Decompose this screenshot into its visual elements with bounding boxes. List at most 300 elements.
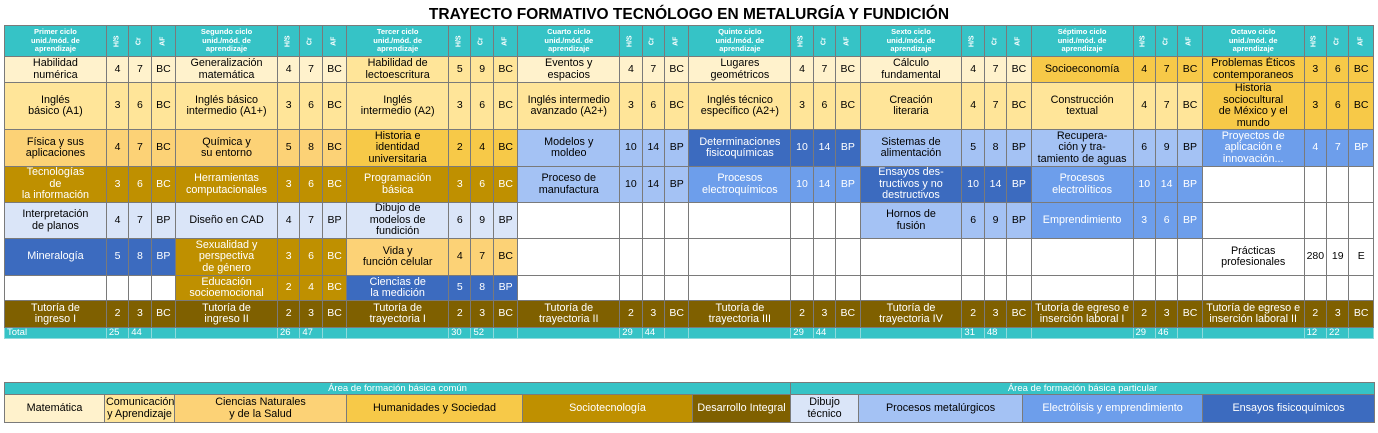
total-spacer (1202, 328, 1304, 339)
subject-cr (1327, 276, 1349, 301)
subject-af: BC (1349, 57, 1374, 83)
column-header-hs (106, 26, 128, 57)
subject-hs: 4 (962, 83, 984, 130)
subject-hs (620, 239, 642, 276)
subject-af (151, 276, 175, 301)
subject-cr: 7 (813, 57, 835, 83)
subject-name: Tutoría de ingreso II (176, 301, 278, 328)
column-header-label: H/S (797, 35, 805, 47)
subject-name: Historia e identidad universitaria (347, 130, 449, 167)
subject-cr: 3 (642, 301, 664, 328)
subject-af: BC (1007, 57, 1031, 83)
subject-cr: 6 (813, 83, 835, 130)
cycle-header: Tercer ciclo unid./mód. de aprendizaje (347, 26, 449, 57)
subject-name (860, 239, 962, 276)
subject-name: Sexualidad y perspectiva de género (176, 239, 278, 276)
total-spacer (176, 328, 278, 339)
total-af (493, 328, 517, 339)
cycle-header: Segundo ciclo unid./mód. de aprendizaje (176, 26, 278, 57)
total-af (1178, 328, 1202, 339)
subject-hs: 10 (620, 130, 642, 167)
subject-hs: 3 (106, 167, 128, 203)
legend-item: Ciencias Naturales y de la Salud (175, 395, 347, 423)
subject-name: Problemas Éticos contemporaneos (1202, 57, 1304, 83)
subject-cr (1155, 276, 1177, 301)
subject-name (1202, 203, 1304, 239)
subject-cr: 6 (129, 83, 151, 130)
total-spacer (689, 328, 791, 339)
column-header-label: AF (1356, 36, 1364, 46)
subject-af: BC (151, 301, 175, 328)
cycle-header: Octavo ciclo unid./mód. de aprendizaje (1202, 26, 1304, 57)
total-hs: 25 (106, 328, 128, 339)
column-header-label: AF (1014, 36, 1022, 46)
subject-cr: 3 (129, 301, 151, 328)
total-cr: 48 (984, 328, 1006, 339)
subject-af (1178, 239, 1202, 276)
subject-name: Procesos electrolíticos (1031, 167, 1133, 203)
legend-item: Electrólisis y emprendimiento (1023, 395, 1203, 423)
subject-cr: 8 (984, 130, 1006, 167)
column-header-af (1178, 26, 1202, 57)
subject-name: Tutoría de trayectoria I (347, 301, 449, 328)
column-header-af (836, 26, 860, 57)
subject-af: BP (1007, 203, 1031, 239)
subject-hs: 6 (449, 203, 471, 239)
curriculum-table (4, 25, 1374, 339)
subject-hs: 4 (791, 57, 813, 83)
subject-cr: 14 (984, 167, 1006, 203)
subject-row (5, 239, 1374, 276)
subject-af: BC (322, 301, 346, 328)
subject-hs: 4 (277, 57, 299, 83)
subject-name: Mineralogía (5, 239, 107, 276)
total-cr: 44 (129, 328, 151, 339)
subject-cr (813, 239, 835, 276)
subject-cr: 4 (300, 276, 322, 301)
subject-name (860, 276, 962, 301)
subject-af (1178, 276, 1202, 301)
subject-cr: 9 (471, 203, 493, 239)
column-header-label: AF (672, 36, 680, 46)
subject-name: Prácticas profesionales (1202, 239, 1304, 276)
subject-name: Tutoría de egreso e inserción laboral I (1031, 301, 1133, 328)
subject-hs: 4 (106, 203, 128, 239)
subject-af: BP (151, 239, 175, 276)
subject-af: BC (1007, 301, 1031, 328)
subject-hs: 4 (106, 57, 128, 83)
subject-name (1202, 167, 1304, 203)
subject-name: Socioeconomía (1031, 57, 1133, 83)
subject-af: BP (1007, 130, 1031, 167)
subject-hs: 3 (449, 167, 471, 203)
legend-particular-title: Área de formación básica particular (791, 383, 1375, 395)
column-header-cr (1155, 26, 1177, 57)
subject-row (5, 203, 1374, 239)
subject-cr: 14 (813, 167, 835, 203)
subject-af: BP (151, 203, 175, 239)
subject-name: Inglés básico intermedio (A1+) (176, 83, 278, 130)
subject-af: BC (151, 57, 175, 83)
subject-row (5, 276, 1374, 301)
subject-hs (620, 203, 642, 239)
total-af (151, 328, 175, 339)
column-header-label: H/S (284, 35, 292, 47)
subject-af: BP (665, 130, 689, 167)
total-af (1007, 328, 1031, 339)
subject-hs: 3 (1304, 83, 1326, 130)
subject-hs: 6 (962, 203, 984, 239)
subject-cr: 6 (300, 83, 322, 130)
subject-af: BC (836, 57, 860, 83)
subject-hs (106, 276, 128, 301)
subject-hs: 4 (1304, 130, 1326, 167)
subject-hs: 10 (620, 167, 642, 203)
total-label: Total (5, 328, 107, 339)
subject-hs: 2 (1304, 301, 1326, 328)
column-header-cr (471, 26, 493, 57)
subject-hs: 2 (449, 130, 471, 167)
subject-cr: 6 (471, 83, 493, 130)
subject-af: BC (493, 130, 517, 167)
subject-name: Recupera- ción y tra- tamiento de aguas (1031, 130, 1133, 167)
subject-name: Dibujo de modelos de fundición (347, 203, 449, 239)
subject-name: Construcción textual (1031, 83, 1133, 130)
column-header-cr (129, 26, 151, 57)
total-spacer (347, 328, 449, 339)
subject-hs: 2 (277, 276, 299, 301)
subject-cr: 7 (129, 57, 151, 83)
subject-hs: 10 (1133, 167, 1155, 203)
subject-af: BC (665, 83, 689, 130)
subject-cr: 14 (642, 167, 664, 203)
subject-name: Interpretación de planos (5, 203, 107, 239)
subject-af: BC (322, 239, 346, 276)
subject-af: BP (322, 203, 346, 239)
column-header-af (1349, 26, 1374, 57)
subject-hs: 5 (449, 57, 471, 83)
subject-cr: 3 (1155, 301, 1177, 328)
subject-cr: 8 (300, 130, 322, 167)
column-header-af (151, 26, 175, 57)
subject-af: BP (836, 167, 860, 203)
subject-cr: 3 (1327, 301, 1349, 328)
subject-hs: 10 (791, 130, 813, 167)
subject-cr: 4 (471, 130, 493, 167)
subject-name: Modelos y moldeo (518, 130, 620, 167)
subject-name: Ensayos des- tructivos y no destructivos (860, 167, 962, 203)
legend-items-row (5, 395, 1375, 423)
subject-cr: 7 (129, 130, 151, 167)
subject-cr: 7 (984, 57, 1006, 83)
subject-hs: 2 (277, 301, 299, 328)
subject-hs (962, 276, 984, 301)
legend-table (4, 382, 1375, 423)
cycle-header: Sexto ciclo unid./mód. de aprendizaje (860, 26, 962, 57)
subject-hs: 2 (962, 301, 984, 328)
subject-name (689, 203, 791, 239)
subject-cr: 3 (300, 301, 322, 328)
column-header-label: Cr (135, 37, 143, 45)
subject-af (836, 276, 860, 301)
subject-af: BP (493, 276, 517, 301)
subject-cr: 6 (300, 239, 322, 276)
subject-cr: 6 (300, 167, 322, 203)
column-header-label: AF (159, 36, 167, 46)
subject-hs: 3 (1304, 57, 1326, 83)
subject-name: Proyectos de aplicación e innovación... (1202, 130, 1304, 167)
total-af (836, 328, 860, 339)
subject-name: Herramientas computacionales (176, 167, 278, 203)
legend-item: Desarrollo Integral (693, 395, 791, 423)
subject-name: Diseño en CAD (176, 203, 278, 239)
subject-name: Programación básica (347, 167, 449, 203)
subject-hs (620, 276, 642, 301)
column-header-label: H/S (968, 35, 976, 47)
column-header-label: Cr (1333, 37, 1341, 45)
column-header-cr (300, 26, 322, 57)
subject-row (5, 130, 1374, 167)
subject-name: Cálculo fundamental (860, 57, 962, 83)
column-header-label: Cr (477, 37, 485, 45)
legend-item: Procesos metalúrgicos (859, 395, 1023, 423)
total-cr: 47 (300, 328, 322, 339)
subject-af (665, 203, 689, 239)
subject-af: BC (493, 301, 517, 328)
subject-cr (984, 276, 1006, 301)
subject-name: Ciencias de la medición (347, 276, 449, 301)
subject-cr: 8 (129, 239, 151, 276)
subject-cr: 6 (642, 83, 664, 130)
subject-hs: 4 (1133, 83, 1155, 130)
subject-hs: 2 (106, 301, 128, 328)
column-header-label: H/S (1311, 35, 1319, 47)
total-cr: 46 (1155, 328, 1177, 339)
subject-af: BC (322, 57, 346, 83)
subject-hs: 5 (962, 130, 984, 167)
subject-hs: 4 (449, 239, 471, 276)
subject-af: BC (493, 57, 517, 83)
column-header-label: Cr (991, 37, 999, 45)
legend-item: Humanidades y Sociedad (347, 395, 523, 423)
subject-af: BC (1178, 301, 1202, 328)
subject-cr (642, 203, 664, 239)
subject-cr (984, 239, 1006, 276)
legend-header-row (5, 383, 1375, 395)
subject-name (689, 239, 791, 276)
legend-item: Ensayos fisicoquímicos (1203, 395, 1375, 423)
subject-af (1007, 239, 1031, 276)
legend-item: Dibujo técnico (791, 395, 859, 423)
subject-name: Tecnologías de la información (5, 167, 107, 203)
subject-af: BP (493, 203, 517, 239)
page-title: TRAYECTO FORMATIVO TECNÓLOGO EN METALURGÍA Y FUNDICIÓN (428, 6, 950, 23)
subject-hs: 2 (791, 301, 813, 328)
subject-hs: 3 (277, 167, 299, 203)
subject-cr: 7 (471, 239, 493, 276)
subject-name: Emprendimiento (1031, 203, 1133, 239)
total-hs: 12 (1304, 328, 1326, 339)
subject-name: Eventos y espacios (518, 57, 620, 83)
column-header-label: Cr (306, 37, 314, 45)
subject-cr: 19 (1327, 239, 1349, 276)
subject-name: Inglés básico (A1) (5, 83, 107, 130)
subject-af: BP (665, 167, 689, 203)
subject-cr: 6 (129, 167, 151, 203)
subject-af: E (1349, 239, 1374, 276)
subject-cr: 7 (1327, 130, 1349, 167)
column-header-label: Cr (1162, 37, 1170, 45)
column-header-cr (642, 26, 664, 57)
subject-cr (1327, 203, 1349, 239)
subject-hs: 10 (791, 167, 813, 203)
subject-af: BC (1349, 301, 1374, 328)
subject-hs: 3 (449, 83, 471, 130)
subject-hs: 3 (277, 83, 299, 130)
subject-hs: 3 (791, 83, 813, 130)
subject-cr: 7 (300, 57, 322, 83)
subject-af (836, 203, 860, 239)
subject-cr: 6 (1327, 57, 1349, 83)
subject-name: Proceso de manufactura (518, 167, 620, 203)
column-header-hs (449, 26, 471, 57)
column-header-label: H/S (113, 35, 121, 47)
subject-hs: 2 (1133, 301, 1155, 328)
total-cr: 52 (471, 328, 493, 339)
column-header-hs (1304, 26, 1326, 57)
header-row (5, 26, 1374, 57)
subject-cr: 6 (1155, 203, 1177, 239)
subject-hs: 3 (106, 83, 128, 130)
legend-item: Matemática (5, 395, 105, 423)
subject-row (5, 83, 1374, 130)
column-header-label: H/S (1139, 35, 1147, 47)
subject-name: Inglés intermedio (A2) (347, 83, 449, 130)
total-hs: 31 (962, 328, 984, 339)
subject-af (1349, 276, 1374, 301)
subject-af: BC (322, 167, 346, 203)
subject-name: Inglés técnico específico (A2+) (689, 83, 791, 130)
subject-af (1349, 203, 1374, 239)
subject-af: BC (1007, 83, 1031, 130)
subject-af: BC (665, 301, 689, 328)
subject-name: Tutoría de trayectoria III (689, 301, 791, 328)
subject-af: BC (1349, 83, 1374, 130)
subject-hs: 4 (106, 130, 128, 167)
cycle-header: Primer ciclo unid./mód. de aprendizaje (5, 26, 107, 57)
subject-cr: 3 (984, 301, 1006, 328)
cycle-header: Séptimo ciclo unid./mód. de aprendizaje (1031, 26, 1133, 57)
subject-name: Procesos electroquímicos (689, 167, 791, 203)
subject-hs: 4 (962, 57, 984, 83)
subject-af (1349, 167, 1374, 203)
column-header-cr (984, 26, 1006, 57)
subject-af: BC (322, 276, 346, 301)
legend-item: Comunicación y Aprendizaje (105, 395, 175, 423)
subject-cr (642, 276, 664, 301)
subject-row (5, 301, 1374, 328)
cycle-header: Quinto ciclo unid./mód. de aprendizaje (689, 26, 791, 57)
column-header-cr (813, 26, 835, 57)
subject-cr (129, 276, 151, 301)
subject-hs: 10 (962, 167, 984, 203)
cycle-header: Cuarto ciclo unid./mód. de aprendizaje (518, 26, 620, 57)
total-cr: 44 (813, 328, 835, 339)
total-hs: 29 (791, 328, 813, 339)
subject-cr: 14 (813, 130, 835, 167)
subject-hs: 280 (1304, 239, 1326, 276)
subject-cr (813, 203, 835, 239)
subject-name: Generalización matemática (176, 57, 278, 83)
subject-hs: 3 (277, 239, 299, 276)
column-header-hs (1133, 26, 1155, 57)
subject-hs: 3 (1133, 203, 1155, 239)
subject-hs (791, 239, 813, 276)
column-header-label: Cr (649, 37, 657, 45)
subject-name: Creación literaria (860, 83, 962, 130)
subject-hs: 2 (449, 301, 471, 328)
subject-cr (1155, 239, 1177, 276)
subject-hs: 5 (449, 276, 471, 301)
subject-hs (1304, 167, 1326, 203)
subject-name: Tutoría de trayectoria IV (860, 301, 962, 328)
subject-cr: 6 (1327, 83, 1349, 130)
column-header-hs (962, 26, 984, 57)
legend-item: Sociotecnología (523, 395, 693, 423)
subject-hs: 2 (620, 301, 642, 328)
subject-name (518, 276, 620, 301)
total-spacer (860, 328, 962, 339)
legend-common-title: Área de formación básica común (5, 383, 791, 395)
subject-cr: 7 (1155, 83, 1177, 130)
subject-name (518, 203, 620, 239)
column-header-label: AF (1185, 36, 1193, 46)
subject-cr: 14 (642, 130, 664, 167)
subject-name: Hornos de fusión (860, 203, 962, 239)
subject-af: BP (836, 130, 860, 167)
subject-af: BC (1178, 57, 1202, 83)
total-spacer (518, 328, 620, 339)
subject-af (665, 239, 689, 276)
subject-af: BC (493, 83, 517, 130)
subject-cr: 9 (471, 57, 493, 83)
total-af (322, 328, 346, 339)
column-header-label: H/S (626, 35, 634, 47)
subject-af: BC (151, 83, 175, 130)
subject-hs (1304, 276, 1326, 301)
subject-name: Inglés intermedio avanzado (A2+) (518, 83, 620, 130)
subject-af: BP (1178, 167, 1202, 203)
subject-name: Física y sus aplicaciones (5, 130, 107, 167)
total-hs: 30 (449, 328, 471, 339)
subject-cr (1327, 167, 1349, 203)
subject-cr: 9 (1155, 130, 1177, 167)
subject-name: Química y su entorno (176, 130, 278, 167)
subject-af (836, 239, 860, 276)
subject-name: Historia sociocultural de México y el mundo (1202, 83, 1304, 130)
subject-af: BP (1178, 203, 1202, 239)
total-cr: 44 (642, 328, 664, 339)
total-af (1349, 328, 1374, 339)
total-hs: 29 (620, 328, 642, 339)
subject-af: BC (322, 83, 346, 130)
subject-name (1031, 276, 1133, 301)
subject-af: BC (322, 130, 346, 167)
subject-hs: 3 (620, 83, 642, 130)
subject-hs: 4 (1133, 57, 1155, 83)
subject-cr: 3 (471, 301, 493, 328)
subject-hs: 6 (1133, 130, 1155, 167)
